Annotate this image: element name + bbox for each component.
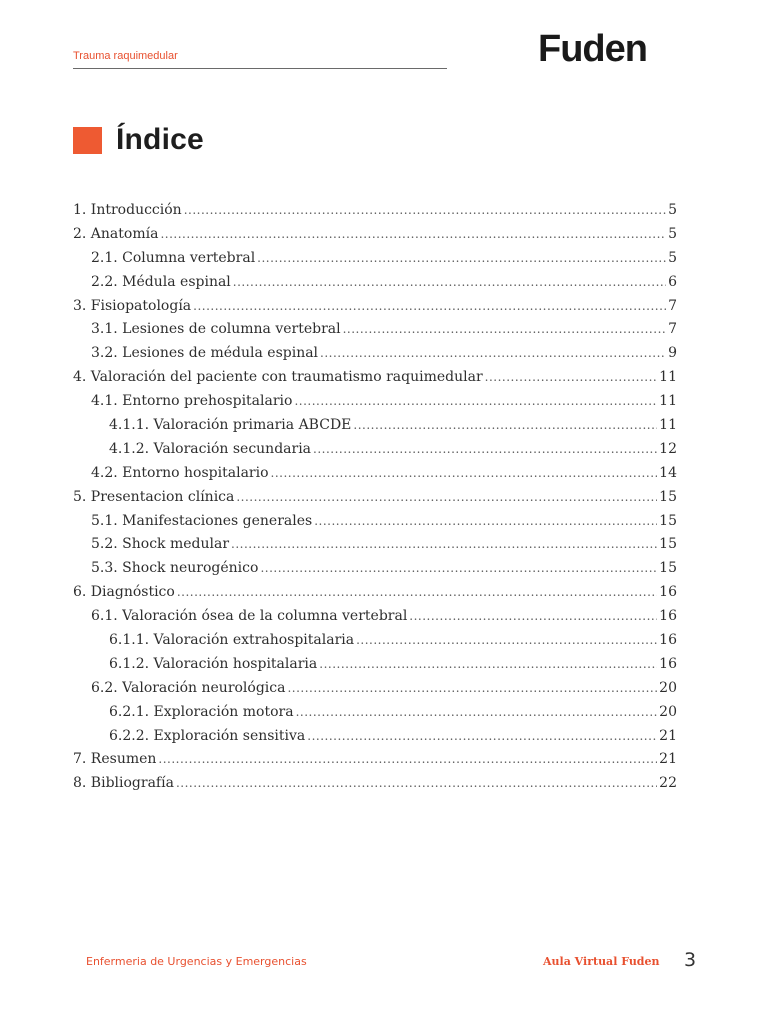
header-divider bbox=[73, 68, 447, 69]
toc-dot-leader bbox=[485, 366, 658, 390]
toc-dot-leader bbox=[233, 271, 666, 295]
toc-dot-leader bbox=[260, 557, 657, 581]
toc-dot-leader bbox=[409, 605, 657, 629]
footer-brand: Aula Virtual Fuden bbox=[543, 955, 660, 968]
toc-entry-page: 5 bbox=[668, 225, 677, 242]
toc-entry-title: 2.2. Médula espinal bbox=[91, 273, 231, 290]
toc-entry-page: 21 bbox=[659, 727, 677, 744]
toc-entry-title: 7. Resumen bbox=[73, 751, 157, 768]
toc-dot-leader bbox=[287, 677, 657, 701]
toc-entry-page: 11 bbox=[659, 393, 677, 410]
toc-entry[interactable] bbox=[73, 199, 677, 223]
toc-entry-title: 5.3. Shock neurogénico bbox=[91, 560, 259, 577]
toc-entry-page: 16 bbox=[659, 655, 677, 672]
toc-entry-page: 7 bbox=[668, 297, 677, 314]
toc-entry-title: 4.1.2. Valoración secundaria bbox=[109, 440, 312, 457]
toc-entry[interactable] bbox=[73, 462, 677, 486]
toc-entry[interactable] bbox=[73, 510, 677, 534]
toc-entry[interactable] bbox=[73, 772, 677, 796]
toc-entry[interactable] bbox=[73, 366, 677, 390]
toc-entry-page: 9 bbox=[668, 345, 677, 362]
toc-entry-page: 21 bbox=[659, 751, 677, 768]
toc-dot-leader bbox=[236, 486, 657, 510]
toc-entry[interactable] bbox=[73, 318, 677, 342]
toc-dot-leader bbox=[158, 748, 657, 772]
toc-dot-leader bbox=[231, 533, 657, 557]
toc-entry-title: 8. Bibliografía bbox=[73, 775, 174, 792]
toc-entry-page: 22 bbox=[659, 775, 677, 792]
toc-dot-leader bbox=[296, 701, 658, 725]
toc-dot-leader bbox=[320, 342, 666, 366]
toc-entry-title: 6.1. Valoración ósea de la columna vertebral bbox=[91, 608, 408, 625]
toc-entry-title: 5.2. Shock medular bbox=[91, 536, 230, 553]
toc-entry[interactable] bbox=[73, 342, 677, 366]
toc-dot-leader bbox=[313, 438, 657, 462]
toc-dot-leader bbox=[314, 510, 657, 534]
toc-entry[interactable] bbox=[73, 629, 677, 653]
index-heading bbox=[73, 120, 204, 160]
footer-course-name: Enfermeria de Urgencias y Emergencias bbox=[86, 955, 307, 968]
toc-entry-title: 4. Valoración del paciente con traumatismo raquimedular bbox=[73, 369, 483, 386]
toc-entry[interactable] bbox=[73, 533, 677, 557]
toc-entry-title: 3.1. Lesiones de columna vertebral bbox=[91, 321, 341, 338]
toc-dot-leader bbox=[257, 247, 666, 271]
toc-dot-leader bbox=[356, 629, 657, 653]
toc-dot-leader bbox=[307, 725, 657, 749]
toc-entry[interactable] bbox=[73, 605, 677, 629]
toc-dot-leader bbox=[184, 199, 666, 223]
running-header-title: Trauma raquimedular bbox=[73, 50, 178, 62]
toc-entry[interactable] bbox=[73, 486, 677, 510]
toc-entry-title: 2. Anatomía bbox=[73, 225, 159, 242]
toc-dot-leader bbox=[353, 414, 657, 438]
toc-dot-leader bbox=[319, 653, 657, 677]
fuden-logo: Fuden bbox=[538, 28, 647, 70]
toc-entry[interactable] bbox=[73, 581, 677, 605]
toc-entry-title: 6. Diagnóstico bbox=[73, 584, 175, 601]
toc-dot-leader bbox=[193, 295, 666, 319]
toc-entry[interactable] bbox=[73, 557, 677, 581]
toc-entry-title: 6.1.2. Valoración hospitalaria bbox=[109, 655, 318, 672]
toc-entry-page: 15 bbox=[659, 560, 677, 577]
toc-entry-page: 7 bbox=[668, 321, 677, 338]
toc-entry-title: 3. Fisiopatología bbox=[73, 297, 192, 314]
toc-entry-page: 15 bbox=[659, 536, 677, 553]
toc-entry-page: 5 bbox=[668, 202, 677, 218]
toc-entry-title: 4.2. Entorno hospitalario bbox=[91, 464, 269, 481]
toc-entry-page: 14 bbox=[659, 464, 677, 481]
toc-entry[interactable] bbox=[73, 414, 677, 438]
toc-entry-page: 11 bbox=[659, 417, 677, 434]
toc-dot-leader bbox=[294, 390, 657, 414]
toc-entry[interactable] bbox=[73, 223, 677, 247]
toc-dot-leader bbox=[343, 318, 666, 342]
toc-dot-leader bbox=[177, 581, 657, 605]
toc-entry-title: 5.1. Manifestaciones generales bbox=[91, 512, 313, 529]
toc-entry-title: 6.2.1. Exploración motora bbox=[109, 703, 294, 720]
toc-entry-page: 16 bbox=[659, 584, 677, 601]
page-number: 3 bbox=[684, 949, 697, 971]
toc-entry[interactable] bbox=[73, 247, 677, 271]
toc-entry-title: 3.2. Lesiones de médula espinal bbox=[91, 345, 319, 362]
toc-entry[interactable] bbox=[73, 725, 677, 749]
toc-entry-title: 4.1. Entorno prehospitalario bbox=[91, 393, 293, 410]
toc-entry[interactable] bbox=[73, 295, 677, 319]
toc-dot-leader bbox=[160, 223, 666, 247]
toc-entry-title: 6.1.1. Valoración extrahospitalaria bbox=[109, 632, 355, 649]
toc-dot-leader bbox=[176, 772, 657, 796]
toc-entry-title: 1. Introducción bbox=[73, 202, 182, 218]
toc-entry-page: 16 bbox=[659, 632, 677, 649]
toc-entry[interactable] bbox=[73, 653, 677, 677]
toc-entry-title: 4.1.1. Valoración primaria ABCDE bbox=[109, 417, 352, 434]
toc-entry[interactable] bbox=[73, 271, 677, 295]
accent-square-icon bbox=[73, 127, 102, 154]
toc-entry-page: 6 bbox=[668, 273, 677, 290]
toc-entry-page: 20 bbox=[659, 679, 677, 696]
toc-entry-page: 15 bbox=[659, 488, 677, 505]
toc-entry-title: 5. Presentacion clínica bbox=[73, 488, 235, 505]
toc-entry-page: 15 bbox=[659, 512, 677, 529]
toc-entry-title: 6.2.2. Exploración sensitiva bbox=[109, 727, 306, 744]
toc-entry-title: 2.1. Columna vertebral bbox=[91, 249, 256, 266]
page-title: Índice bbox=[116, 123, 204, 156]
toc-entry-page: 11 bbox=[659, 369, 677, 386]
toc-entry-page: 12 bbox=[659, 440, 677, 457]
toc-dot-leader bbox=[271, 462, 658, 486]
table-of-contents bbox=[73, 199, 677, 796]
toc-entry-page: 20 bbox=[659, 703, 677, 720]
toc-entry-page: 5 bbox=[668, 249, 677, 266]
toc-entry-page: 16 bbox=[659, 608, 677, 625]
toc-entry-title: 6.2. Valoración neurológica bbox=[91, 679, 286, 696]
toc-entry[interactable] bbox=[73, 438, 677, 462]
toc-entry[interactable] bbox=[73, 390, 677, 414]
toc-entry[interactable] bbox=[73, 677, 677, 701]
toc-entry[interactable] bbox=[73, 701, 677, 725]
toc-entry[interactable] bbox=[73, 748, 677, 772]
